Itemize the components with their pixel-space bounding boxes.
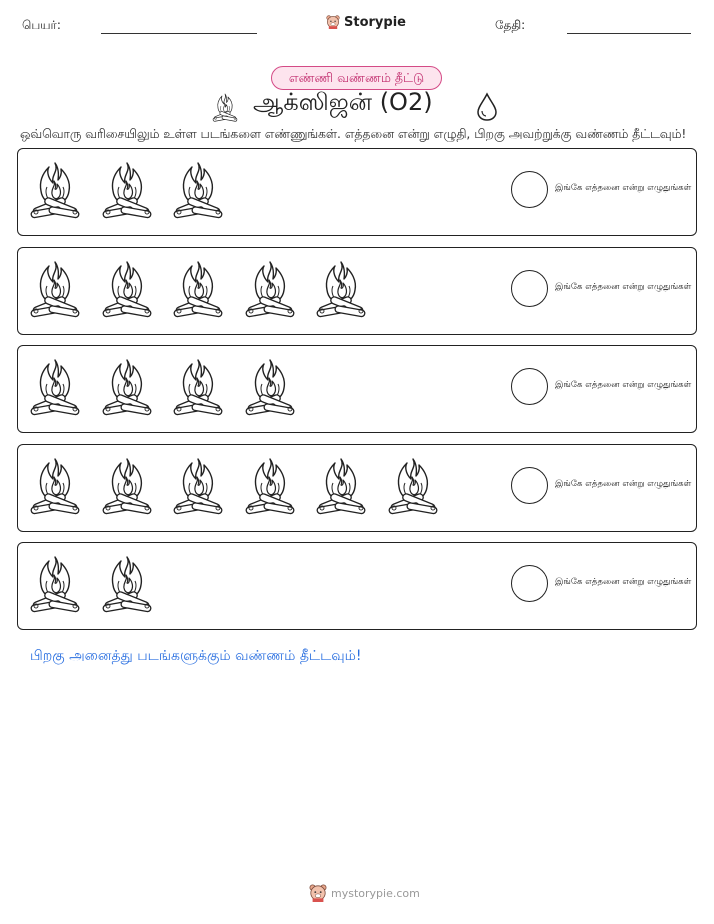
date-label: தேதி: (495, 18, 526, 32)
campfire-icon[interactable] (172, 455, 224, 515)
date-field-line[interactable] (567, 33, 691, 34)
campfire-icon[interactable] (29, 553, 81, 613)
worksheet-type-tag-label: எண்ணி வண்ணம் தீட்டு (288, 69, 425, 85)
footer (309, 884, 420, 902)
campfire-icon[interactable] (244, 455, 296, 515)
answer-label: இங்கே எத்தனை என்று எழுதுங்கள் (555, 281, 692, 292)
title-row (0, 88, 714, 128)
campfire-icon[interactable] (101, 258, 153, 318)
campfire-icon[interactable] (244, 356, 296, 416)
counting-row (17, 444, 697, 532)
counting-row (17, 542, 697, 630)
answer-label: இங்கே எத்தனை என்று எழுதுங்கள் (555, 577, 692, 587)
page-title: ஆக்ஸிஜன் (O2) (253, 88, 433, 116)
bear-mascot-icon (309, 884, 327, 902)
brand-name: Storypie (344, 14, 406, 30)
storypie-logo (326, 14, 406, 30)
campfire-icon[interactable] (101, 553, 153, 613)
closing-instruction: பிறகு அனைத்து படங்களுக்கும் வண்ணம் தீட்டவும்! (30, 648, 362, 664)
campfire-icon[interactable] (172, 258, 224, 318)
counting-row (17, 247, 697, 335)
counting-row (17, 345, 697, 433)
campfire-icon (212, 92, 238, 122)
answer-circle[interactable] (511, 467, 548, 504)
answer-circle[interactable] (511, 171, 548, 208)
campfire-icon[interactable] (387, 455, 439, 515)
answer-circle[interactable] (511, 368, 548, 405)
campfire-icon[interactable] (101, 159, 153, 219)
answer-label: இங்கே எத்தனை என்று எழுதுங்கள் (555, 478, 692, 489)
name-field-line[interactable] (101, 33, 257, 34)
campfire-icon[interactable] (244, 258, 296, 318)
campfire-icon[interactable] (315, 258, 367, 318)
answer-label: இங்கே எத்தனை என்று எழுதுங்கள் (555, 380, 692, 390)
name-label: பெயர்: (22, 18, 61, 32)
campfire-icon[interactable] (172, 159, 224, 219)
worksheet-type-tag (271, 66, 442, 90)
campfire-icon[interactable] (172, 356, 224, 416)
campfire-icon[interactable] (315, 455, 367, 515)
campfire-icon[interactable] (101, 356, 153, 416)
instructions: ஒவ்வொரு வரிசையிலும் உள்ள படங்களை எண்ணுங்கள். எத்தனை என்று எழுதி, பிறகு அவற்றுக்கு வண்ணம் தீட்டவும்! (20, 127, 687, 141)
campfire-icon[interactable] (29, 258, 81, 318)
campfire-icon[interactable] (29, 356, 81, 416)
answer-label: இங்கே எத்தனை என்று எழுதுங்கள் (555, 183, 692, 193)
campfire-icon[interactable] (29, 159, 81, 219)
counting-row (17, 148, 697, 236)
footer-site: mystorypie.com (331, 886, 420, 900)
answer-circle[interactable] (511, 565, 548, 602)
campfire-icon[interactable] (29, 455, 81, 515)
campfire-icon[interactable] (101, 455, 153, 515)
answer-circle[interactable] (511, 270, 548, 307)
water-drop-icon (476, 92, 498, 122)
bear-mascot-icon (326, 14, 340, 30)
